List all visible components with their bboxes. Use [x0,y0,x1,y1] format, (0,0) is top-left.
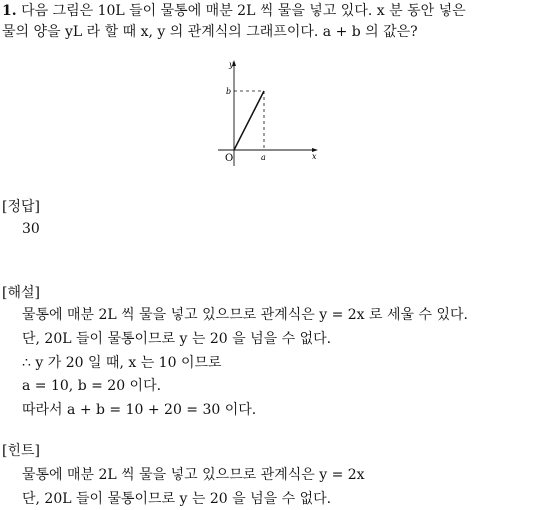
explanation-line: a = 10, b = 20 이다. [22,378,162,394]
a-label: a [261,153,266,162]
x-axis-label: x [312,152,317,161]
question-text-1: 다음 그림은 10L 들이 물통에 매분 2L 씩 물을 넣고 있다. x 분 동안 넣은 [21,3,466,19]
explanation-line: ∴ y 가 20 일 때, x 는 10 이므로 [22,355,222,371]
answer-value: 30 [22,221,40,237]
explanation-line: 물통에 매분 2L 씩 물을 넣고 있으므로 관계식은 y = 2x 로 세울 수 있다. [22,307,468,323]
b-label: b [226,87,232,96]
answer-heading: [정답] [2,199,40,215]
relation-graph [214,58,324,168]
hint-line: 물통에 매분 2L 씩 물을 넣고 있으므로 관계식은 y = 2x [22,467,365,483]
question-line-1 [2,2,466,20]
hint-heading: [힌트] [2,443,40,459]
y-axis-label: y [229,60,234,69]
question-line-2: 물의 양을 yL 라 할 때 x, y 의 관계식의 그래프이다. a + b 의 값은? [2,24,418,40]
question-number: 1. [2,3,17,19]
origin-label: O [225,153,234,164]
explanation-line: 따라서 a + b = 10 + 20 = 30 이다. [22,402,257,418]
function-segment [234,91,264,150]
hint-line: 단, 20L 들이 물통이므로 y 는 20 을 넘을 수 없다. [22,491,332,507]
explanation-heading: [해설] [2,285,40,301]
explanation-line: 단, 20L 들이 물통이므로 y 는 20 을 넘을 수 없다. [22,331,332,347]
